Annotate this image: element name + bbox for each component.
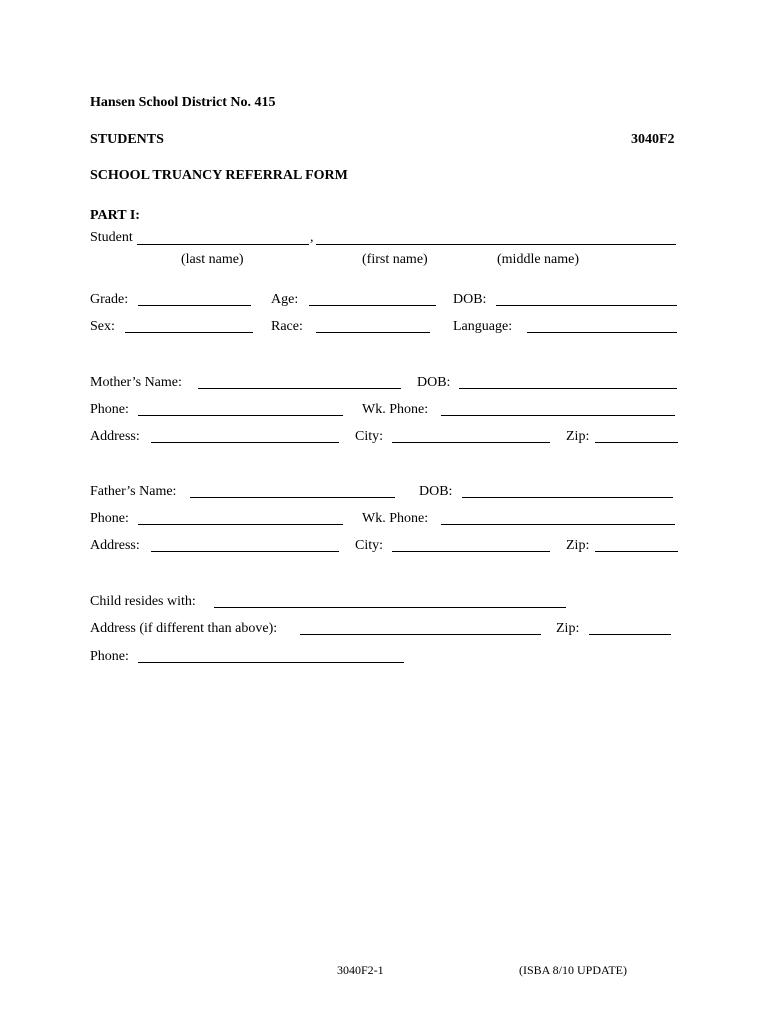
sex-label: Sex: (90, 319, 115, 334)
mother-dob-label: DOB: (417, 375, 451, 390)
father-phone-field[interactable] (138, 524, 343, 525)
mother-name-field[interactable] (198, 388, 401, 389)
mother-zip-field[interactable] (595, 442, 678, 443)
first-name-caption: (first name) (362, 252, 428, 267)
last-name-field[interactable] (137, 244, 309, 245)
mother-city-label: City: (355, 429, 384, 444)
student-dob-label: DOB: (453, 292, 487, 307)
father-name-label: Father’s Name: (90, 484, 177, 499)
mother-name-label: Mother’s Name: (90, 375, 182, 390)
age-field[interactable] (309, 305, 436, 306)
page-code: 3040F2-1 (337, 963, 384, 977)
form-code: 3040F2 (631, 132, 675, 147)
mother-wk-phone-label: Wk. Phone: (362, 402, 429, 417)
grade-label: Grade: (90, 292, 129, 307)
alt-phone-label: Phone: (90, 649, 129, 664)
father-wk-phone-field[interactable] (441, 524, 675, 525)
father-city-field[interactable] (392, 551, 550, 552)
mother-wk-phone-field[interactable] (441, 415, 675, 416)
update-note: (ISBA 8/10 UPDATE) (519, 963, 628, 977)
mother-address-label: Address: (90, 429, 140, 444)
section-title: STUDENTS (90, 132, 164, 147)
father-name-field[interactable] (190, 497, 395, 498)
middle-name-caption: (middle name) (497, 252, 580, 267)
student-dob-field[interactable] (496, 305, 677, 306)
mother-phone-label: Phone: (90, 402, 129, 417)
father-dob-label: DOB: (419, 484, 453, 499)
father-dob-field[interactable] (462, 497, 673, 498)
resides-with-label: Child resides with: (90, 594, 196, 609)
mother-phone-field[interactable] (138, 415, 343, 416)
name-separator: , (310, 230, 314, 245)
grade-field[interactable] (138, 305, 251, 306)
language-field[interactable] (527, 332, 677, 333)
father-zip-field[interactable] (595, 551, 678, 552)
father-wk-phone-label: Wk. Phone: (362, 511, 429, 526)
father-address-field[interactable] (151, 551, 339, 552)
alt-address-label: Address (if different than above): (90, 621, 278, 636)
father-zip-label: Zip: (566, 538, 590, 553)
alt-zip-label: Zip: (556, 621, 580, 636)
mother-address-field[interactable] (151, 442, 339, 443)
last-name-caption: (last name) (181, 252, 244, 267)
father-address-label: Address: (90, 538, 140, 553)
student-label: Student (90, 230, 133, 245)
form-title: SCHOOL TRUANCY REFERRAL FORM (90, 168, 348, 183)
resides-with-field[interactable] (214, 607, 566, 608)
alt-address-field[interactable] (300, 634, 541, 635)
race-label: Race: (271, 319, 303, 334)
alt-zip-field[interactable] (589, 634, 671, 635)
sex-field[interactable] (125, 332, 253, 333)
mother-city-field[interactable] (392, 442, 550, 443)
father-phone-label: Phone: (90, 511, 129, 526)
part-heading: PART I: (90, 208, 140, 223)
age-label: Age: (271, 292, 299, 307)
mother-zip-label: Zip: (566, 429, 590, 444)
district-name: Hansen School District No. 415 (90, 95, 276, 110)
race-field[interactable] (316, 332, 430, 333)
first-middle-name-field[interactable] (316, 244, 676, 245)
alt-phone-field[interactable] (138, 662, 404, 663)
mother-dob-field[interactable] (459, 388, 677, 389)
language-label: Language: (453, 319, 513, 334)
father-city-label: City: (355, 538, 384, 553)
